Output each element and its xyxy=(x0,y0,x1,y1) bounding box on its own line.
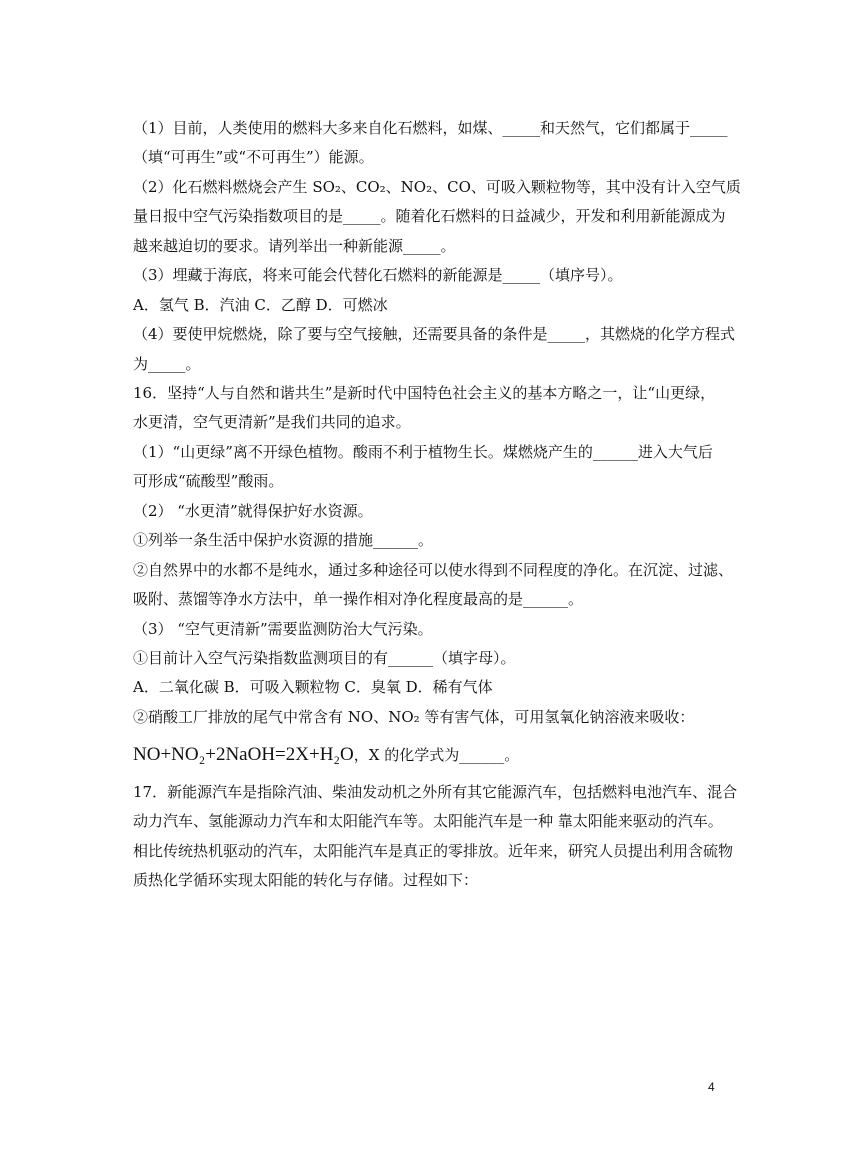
answer-options: A．氢气 B．汽油 C．乙醇 D．可燃冰 xyxy=(133,296,388,314)
question-17-heading: 17．新能源汽车是指除汽油、柴油发动机之外所有其它能源汽车，包括燃料电池汽车、混合 xyxy=(133,783,738,801)
text-line: （填“可再生”或“不可再生”）能源。 xyxy=(133,148,374,166)
equation-text: ，X 的化学式为______。 xyxy=(353,746,520,764)
text-line: 为_____。 xyxy=(133,355,201,373)
text-line: （2） “水更清”就得保护好水资源。 xyxy=(133,502,373,520)
text-line: （1）“山更绿”离不开绿色植物。酸雨不利于植物生长。煤燃烧产生的______进入大气后 xyxy=(133,443,713,461)
text-line: 相比传统热机驱动的汽车，太阳能汽车是真正的零排放。近年来，研究人员提出利用含硫物 xyxy=(133,842,734,860)
text-line: （3）埋藏于海底，将来可能会代替化石燃料的新能源是_____（填序号）。 xyxy=(133,266,623,284)
answer-options: A．二氧化碳 B．可吸入颗粒物 C．臭氧 D．稀有气体 xyxy=(133,678,493,696)
text-line: ①目前计入空气污染指数监测项目的有______（填字母）。 xyxy=(133,649,516,667)
text-line: 质热化学循环实现太阳能的转化与存储。过程如下： xyxy=(133,871,479,889)
text-line: ②硝酸工厂排放的尾气中常含有 NO、NO₂ 等有害气体，可用氢氧化钠溶液来吸收： xyxy=(133,708,695,726)
text-line: 吸附、蒸馏等净水方法中，单一操作相对净化程度最高的是______。 xyxy=(133,590,584,608)
chemical-equation xyxy=(133,743,519,767)
text-line: 量日报中空气污染指数项目的是_____。随着化石燃料的日益减少，开发和利用新能源成为 xyxy=(133,207,726,225)
text-line: （2）化石燃料燃烧会产生 SO₂、CO₂、NO₂、CO、可吸入颗粒物等，其中没有计入空气质 xyxy=(133,178,741,196)
text-line: ①列举一条生活中保护水资源的措施______。 xyxy=(133,531,434,549)
text-line: 可形成“硫酸型”酸雨。 xyxy=(133,472,284,490)
text-line: （1）目前，人类使用的燃料大多来自化石燃料，如煤、_____和天然气，它们都属于_____ xyxy=(133,119,728,137)
text-line: ②自然界中的水都不是纯水，通过多种途径可以使水得到不同程度的净化。在沉淀、过滤、 xyxy=(133,561,734,579)
text-line: （4）要使甲烷燃烧，除了要与空气接触，还需要具备的条件是_____，其燃烧的化学方程式 xyxy=(133,325,736,343)
equation-formula: NO+NO₂+2NaOH=2X+H₂O xyxy=(133,744,354,765)
page-number: 4 xyxy=(708,1080,715,1094)
text-line: 越来越迫切的要求。请列举出一种新能源_____。 xyxy=(133,237,456,255)
question-16-heading: 16．坚持“人与自然和谐共生”是新时代中国特色社会主义的基本方略之一，让“山更绿， xyxy=(133,384,716,402)
text-line: （3） “空气更清新”需要监测防治大气污染。 xyxy=(133,620,433,638)
text-line: 水更清，空气更清新”是我们共同的追求。 xyxy=(133,413,411,431)
text-line: 动力汽车、氢能源动力汽车和太阳能汽车等。太阳能汽车是一种 靠太阳能来驱动的汽车。 xyxy=(133,812,723,830)
